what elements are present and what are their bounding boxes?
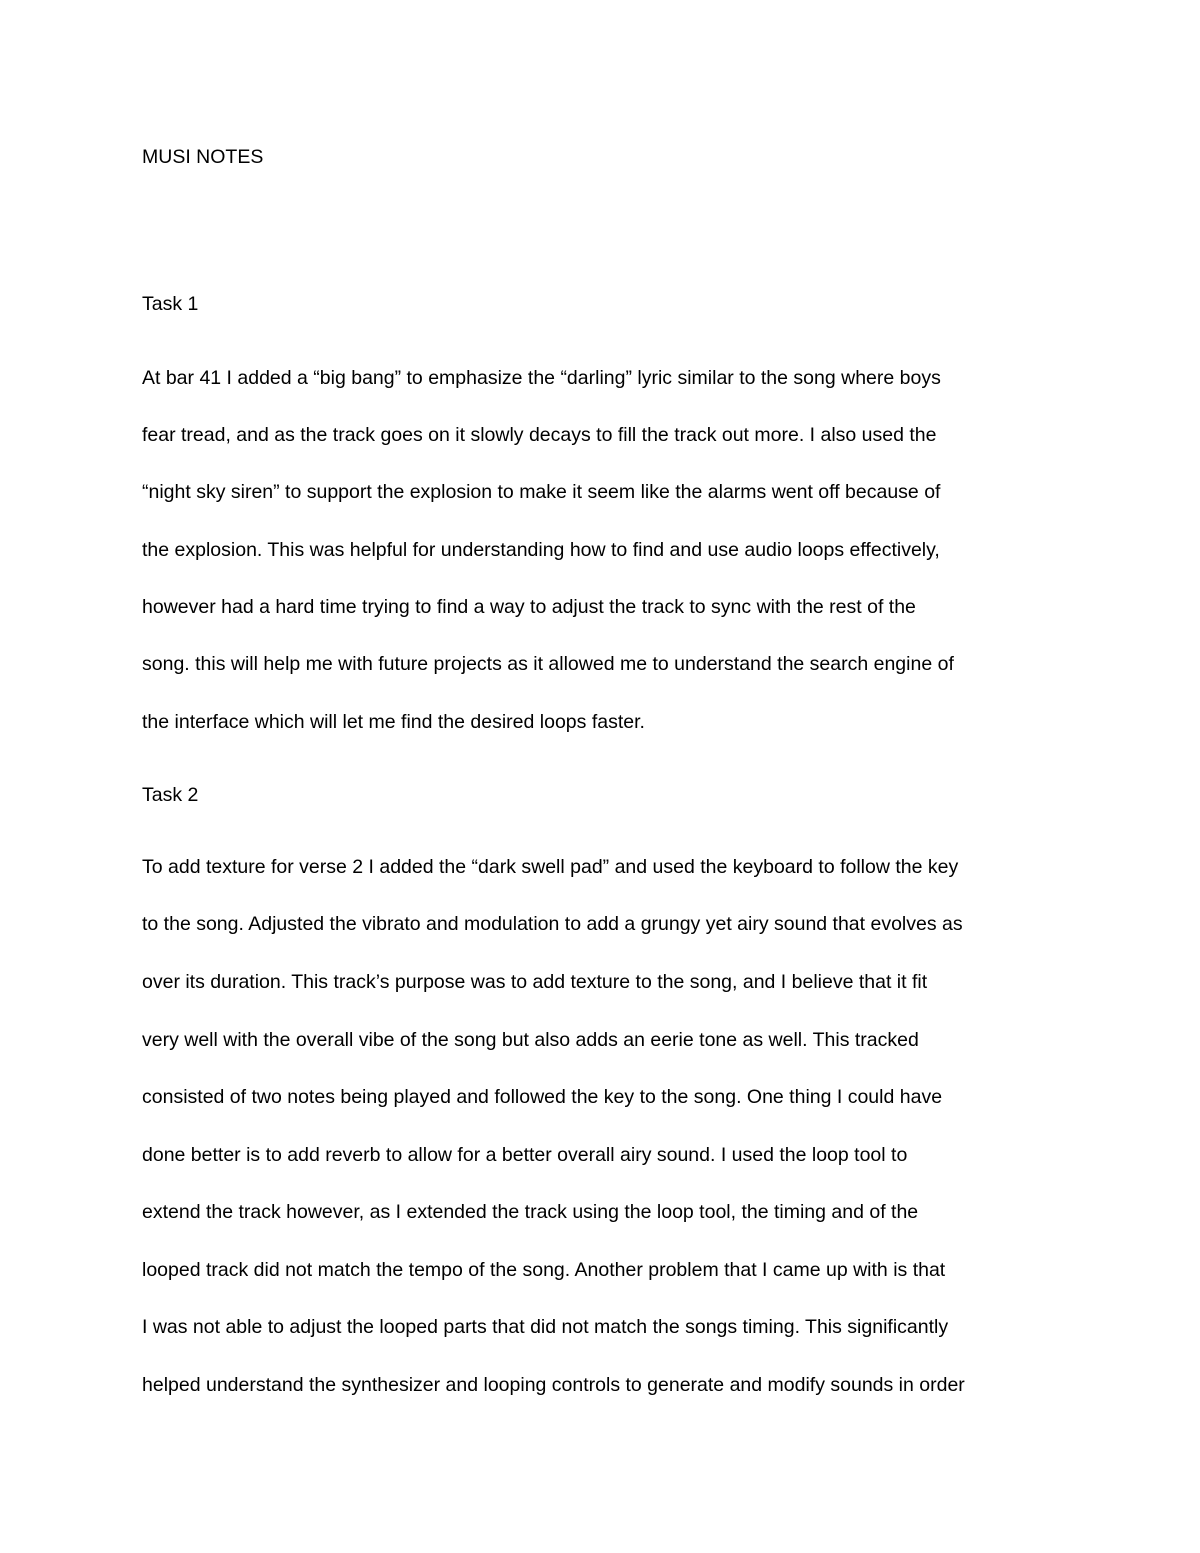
document-title: MUSI NOTES [142, 146, 264, 168]
paragraph-line: the interface which will let me find the desired loops faster. [142, 711, 645, 733]
paragraph-line: fear tread, and as the track goes on it slowly decays to fill the track out more. I also used the [142, 424, 937, 446]
paragraph-line: the explosion. This was helpful for understanding how to find and use audio loops effectively, [142, 539, 940, 561]
paragraph-line: I was not able to adjust the looped parts that did not match the songs timing. This significantly [142, 1316, 949, 1338]
paragraph-line: to the song. Adjusted the vibrato and modulation to add a grungy yet airy sound that evolves as [142, 913, 963, 935]
paragraph-line: At bar 41 I added a “big bang” to emphasize the “darling” lyric similar to the song where boys [142, 367, 941, 389]
paragraph-line: however had a hard time trying to find a way to adjust the track to sync with the rest of the [142, 596, 916, 618]
section-heading-task-1: Task 1 [142, 293, 199, 315]
paragraph-line: helped understand the synthesizer and looping controls to generate and modify sounds in order [142, 1374, 965, 1396]
section-heading-task-2: Task 2 [142, 784, 199, 806]
paragraph-line: done better is to add reverb to allow for a better overall airy sound. I used the loop tool to [142, 1144, 908, 1166]
paragraph-line: consisted of two notes being played and followed the key to the song. One thing I could have [142, 1086, 943, 1108]
paragraph-line: “night sky siren” to support the explosion to make it seem like the alarms went off because of [142, 481, 941, 503]
paragraph-line: looped track did not match the tempo of the song. Another problem that I came up with is that [142, 1259, 946, 1281]
paragraph-line: very well with the overall vibe of the song but also adds an eerie tone as well. This tracked [142, 1029, 919, 1051]
paragraph-line: To add texture for verse 2 I added the “dark swell pad” and used the keyboard to follow the key [142, 856, 959, 878]
paragraph-line: song. this will help me with future projects as it allowed me to understand the search engine of [142, 653, 954, 675]
paragraph-line: over its duration. This track’s purpose was to add texture to the song, and I believe that it fit [142, 971, 928, 993]
paragraph-line: extend the track however, as I extended the track using the loop tool, the timing and of the [142, 1201, 919, 1223]
